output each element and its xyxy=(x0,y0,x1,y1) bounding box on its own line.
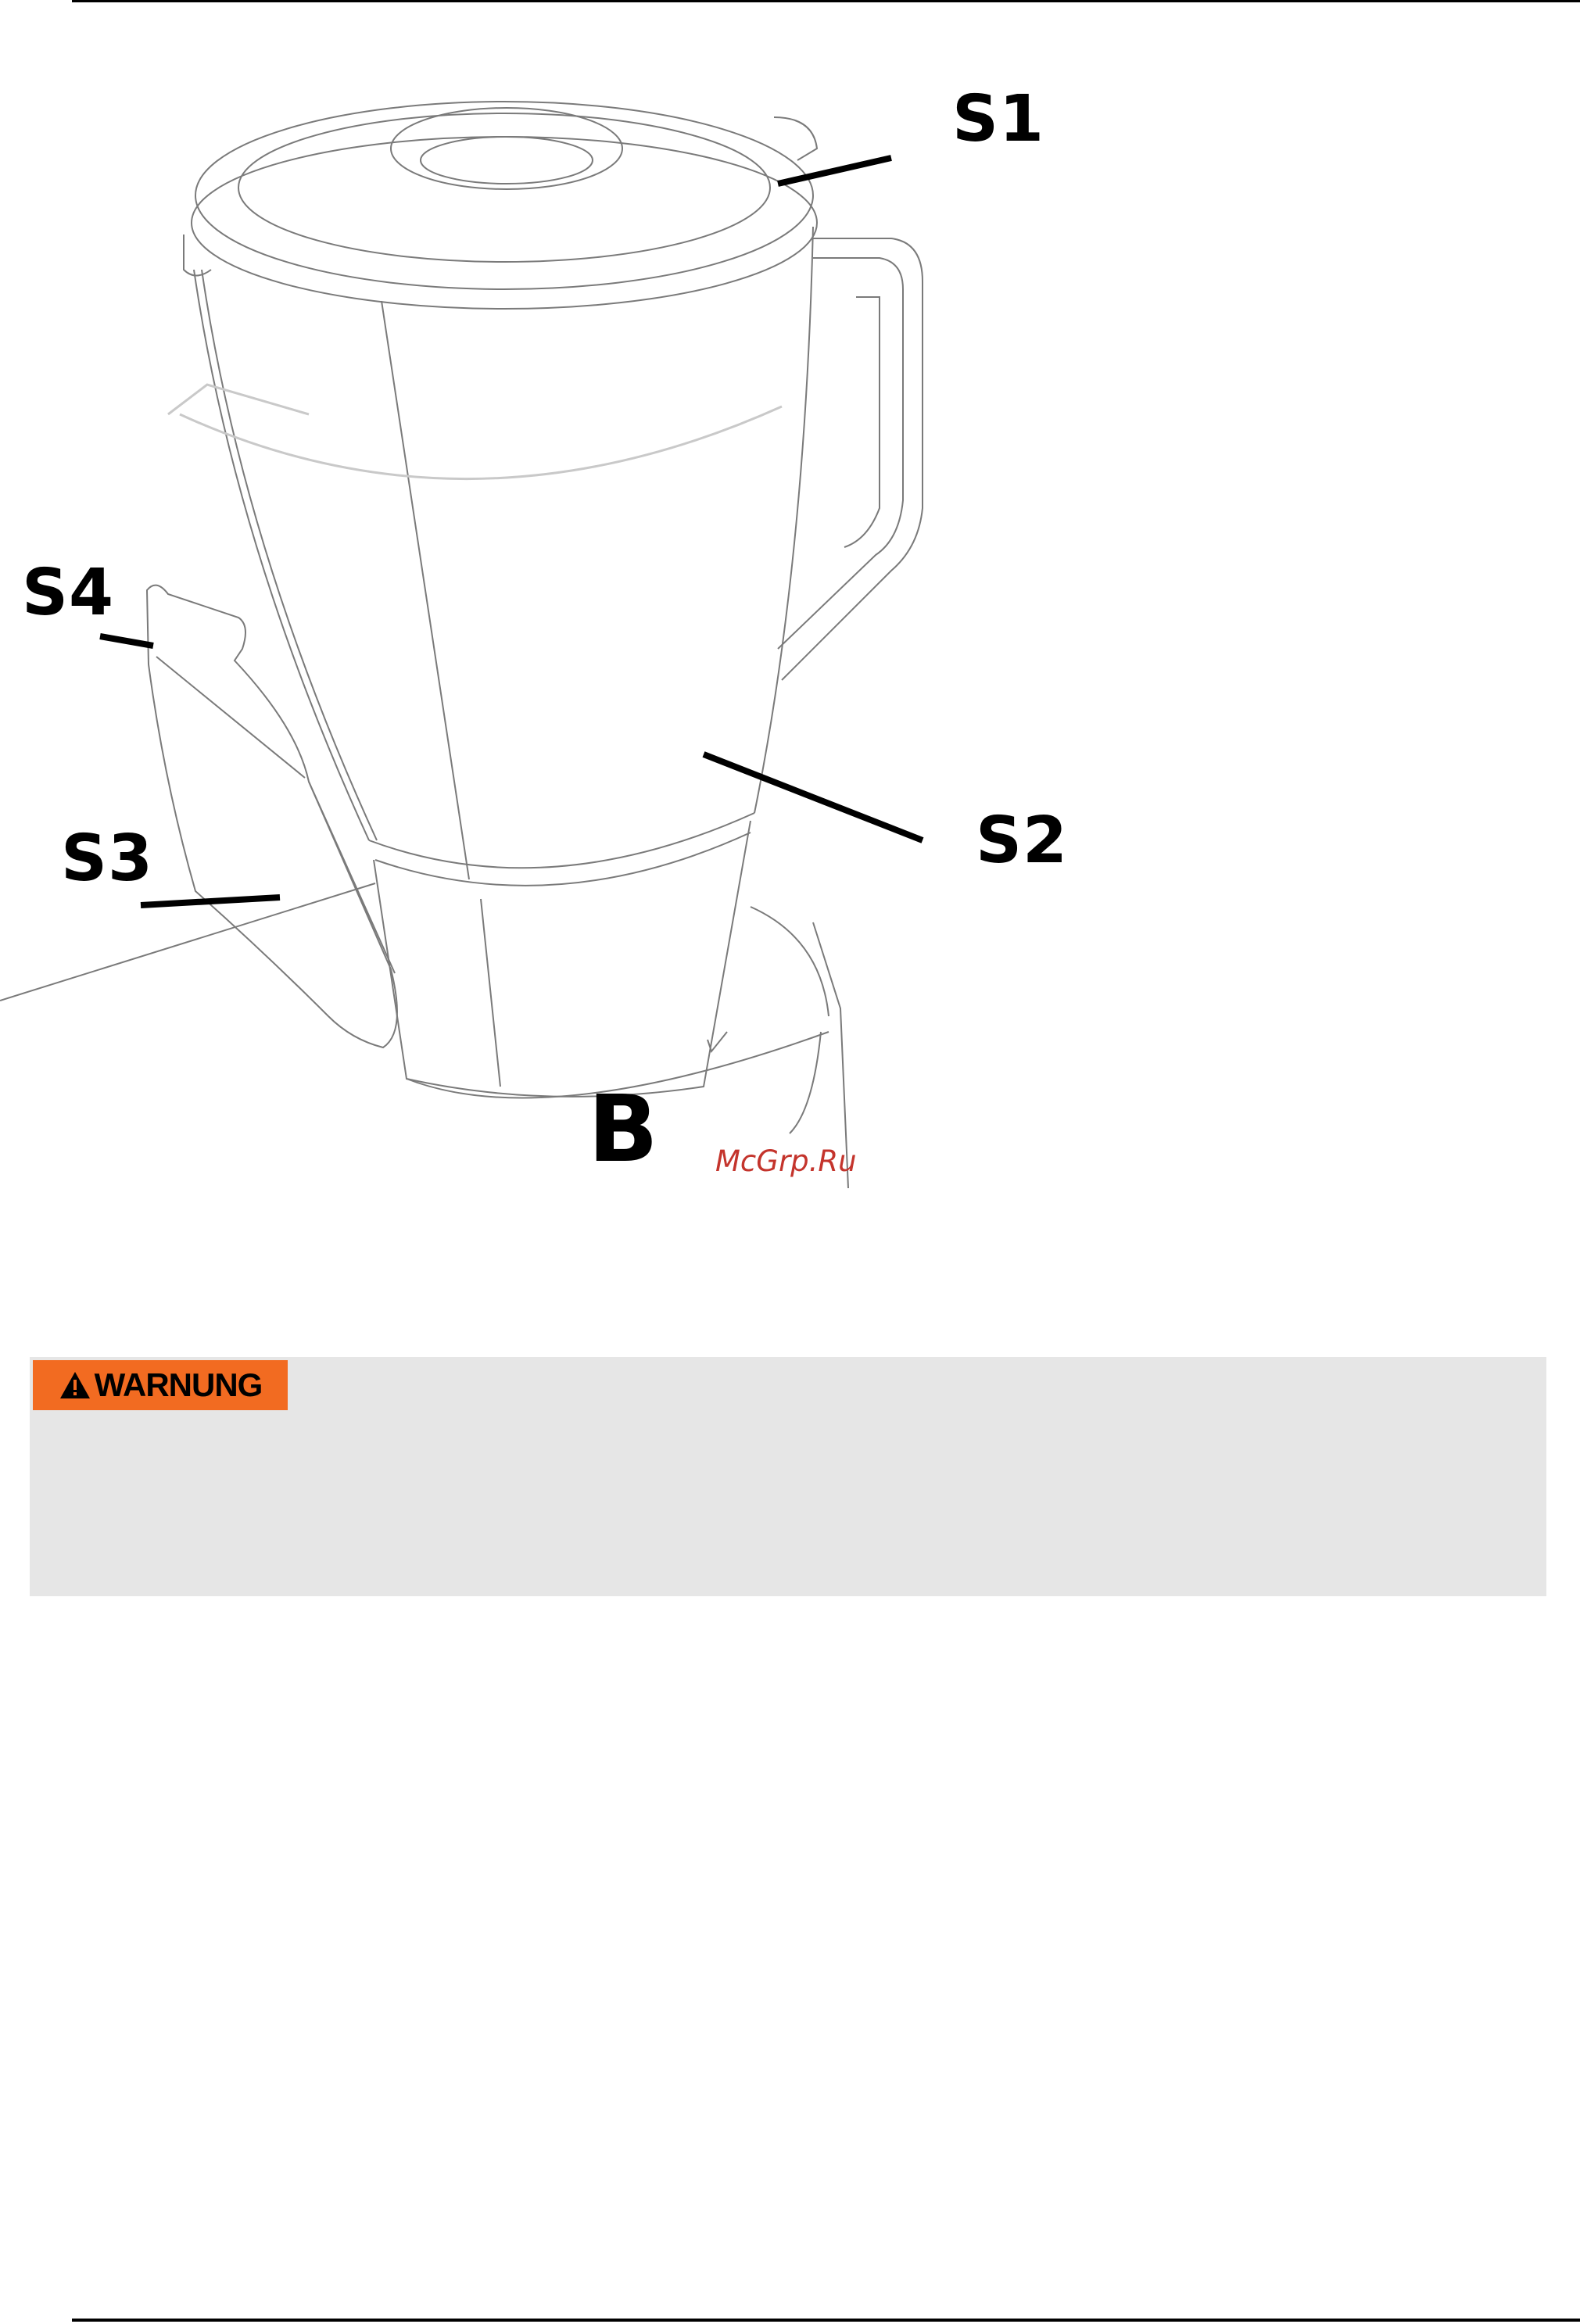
lid-cap xyxy=(391,108,622,189)
s4-leader-line xyxy=(100,636,153,646)
callout-b: B xyxy=(588,1075,659,1183)
callout-s3: S3 xyxy=(61,822,154,896)
watermark: McGrp.Ru xyxy=(715,1144,857,1178)
s3-leader-line xyxy=(141,897,280,905)
motor-base xyxy=(374,821,751,1097)
callout-s4: S4 xyxy=(22,556,115,630)
s1-leader-line xyxy=(778,158,891,184)
bottom-rule xyxy=(72,2319,1580,2322)
jar-left-edge xyxy=(194,270,369,840)
warning-badge xyxy=(33,1360,288,1410)
callout-s1: S1 xyxy=(952,82,1045,156)
warning-box xyxy=(30,1357,1546,1596)
s2-leader-line xyxy=(704,754,923,840)
safety-latch xyxy=(147,585,397,1047)
warning-triangle-icon xyxy=(59,1370,91,1400)
callout-s2: S2 xyxy=(976,804,1069,878)
jar-right-edge xyxy=(754,227,813,813)
warning-label: WARNUNG xyxy=(94,1366,263,1403)
jar-handle xyxy=(782,238,923,680)
